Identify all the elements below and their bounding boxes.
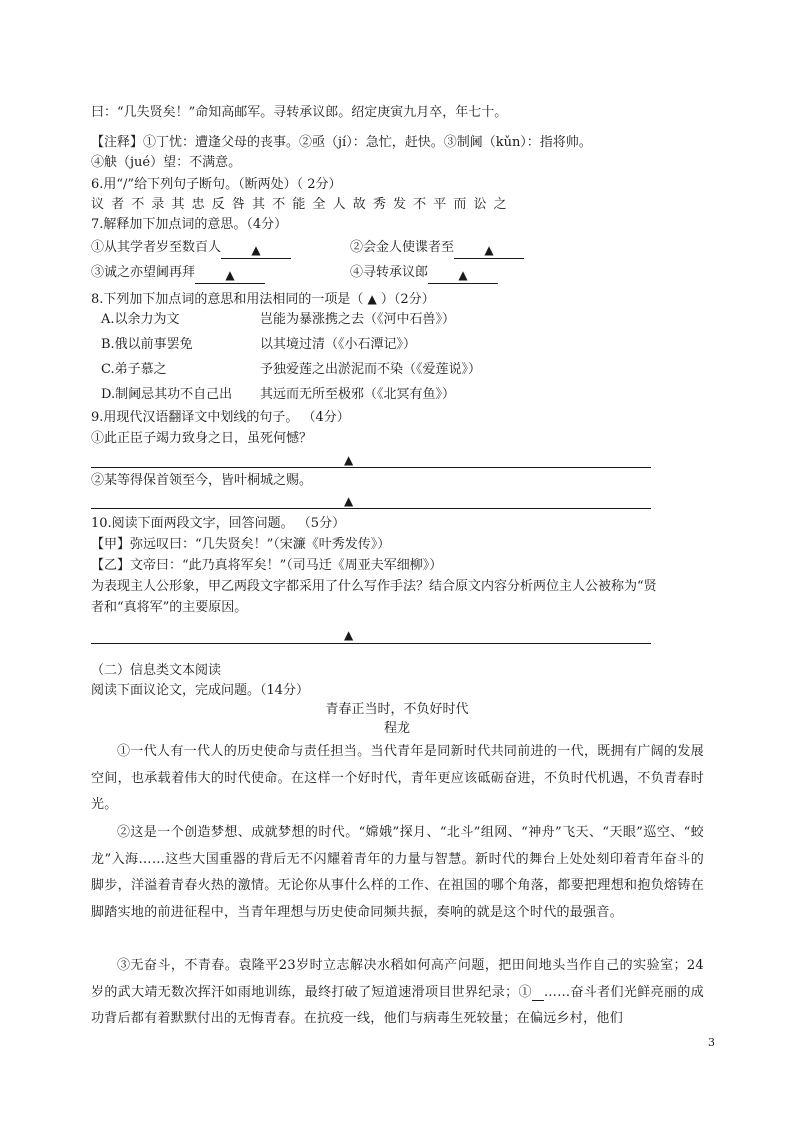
- question-6: 6.用“/”给下列句子断句。（断两处）（ 2分）: [91, 177, 342, 192]
- question-7-item-1: ①从其学者岁至数百人 ▲: [91, 239, 291, 259]
- answer-line[interactable]: [91, 508, 651, 509]
- option-c-left: C.弟子慕之: [101, 362, 167, 377]
- section-instructions: 阅读下面议论文，完成问题。（14分）: [91, 683, 310, 698]
- question-7: 7.解释加下加点词的意思。（4分）: [91, 217, 288, 232]
- essay-paragraph-1: ①一代人有一代人的历史使命与责任担当。当代青年是同新时代共同前进的一代，既拥有广阔的发展空间，也承载着伟大的时代使命。在这样一个好时代，青年更应该砥砺奋进，不负时代机遇，不负青春时光。: [91, 744, 704, 812]
- option-b-right: 以其境过清（《小石潭记》）: [260, 337, 417, 352]
- answer-blank[interactable]: ▲: [454, 243, 524, 259]
- essay-paragraph-3: ③无奋斗，不青春。袁隆平23岁时立志解决水稻如何高产问题，把田间地头当作自己的实验室；24岁的武大靖无数次挥汗如雨地训练，最终打破了短道速滑项目世界纪录；① ……奋斗者们光鲜亮丽的成功背后都有着默默付出的无悔青春。在抗疫一线，他们与病毒生死较量；在偏远乡村，他们: [91, 958, 704, 1026]
- notes-line-2: ④觖（jué）望：不满意。: [91, 155, 242, 170]
- question-10-text-yi: 【乙】文帝曰：“此乃真将军矣！”（司马迁《周亚夫军细柳》）: [91, 558, 443, 573]
- question-7-item-4: ④寻转承议郎 ▲: [350, 264, 498, 284]
- question-9: 9.用现代汉语翻译文中划线的句子。 （4分）: [91, 410, 350, 425]
- option-a-right: 岂能为暴涨携之去（《河中石兽》）: [260, 312, 456, 327]
- option-a-left: A.以余力为文: [101, 312, 180, 327]
- answer-line[interactable]: [91, 643, 651, 644]
- answer-blank[interactable]: ▲: [221, 243, 291, 259]
- question-9-sentence-2: ②某等得保首领至今，皆叶桐城之赐。: [91, 473, 313, 488]
- question-8: 8.下列加下加点词的意思和用法相同的一项是（ ▲ ）（2分）: [91, 292, 435, 307]
- answer-blank[interactable]: ▲: [428, 268, 498, 284]
- option-d-right: 其远而无所至极邪（《北冥有鱼》）: [260, 387, 456, 402]
- question-7-item-3: ③诚之亦望阃再拜 ▲: [91, 264, 265, 284]
- question-10: 10.阅读下面两段文字，回答问题。 （5分）: [91, 516, 346, 531]
- answer-marker[interactable]: ▲: [344, 628, 354, 642]
- passage-last-line: 曰：“几失贤矣！”命知高邮军。寻转承议郎。绍定庚寅九月卒，年七十。: [91, 105, 508, 120]
- question-10-prompt-2: 者和“真将军”的主要原因。: [91, 600, 248, 615]
- question-7-item-2: ②会金人使谍者至 ▲: [350, 239, 524, 259]
- page-number: 3: [708, 1036, 715, 1049]
- essay-title: 青春正当时，不负好时代: [325, 702, 469, 717]
- question-9-sentence-1: ①此正臣子竭力致身之日，虽死何憾？: [91, 431, 313, 446]
- question-6-sentence: 议 者 不 录 其 忠 反 咎 其 不 能 全 人 故 秀 发 不 平 而 讼 之: [91, 197, 509, 212]
- fill-blank[interactable]: [532, 985, 544, 1001]
- answer-marker[interactable]: ▲: [344, 453, 354, 467]
- option-c-right: 予独爱莲之出淤泥而不染（《爱莲说》）: [260, 362, 482, 377]
- question-10-text-jia: 【甲】弥远叹曰：“几失贤矣！”（宋濂《叶秀发传》）: [91, 537, 391, 552]
- answer-line[interactable]: [91, 467, 651, 468]
- answer-blank[interactable]: ▲: [195, 268, 265, 284]
- answer-marker[interactable]: ▲: [344, 494, 354, 508]
- option-d-left: D.制阃忌其功不自己出: [101, 387, 233, 402]
- essay-paragraph-2: ②这是一个创造梦想、成就梦想的时代。“嫦娥”探月、“北斗”组网、“神舟”飞天、“天眼”巡空、“蛟龙”入海……这些大国重器的背后无不闪耀着青年的力量与智慧。新时代的舞台上处处刻印着青年奋斗的脚步，洋溢着青春火热的激情。无论你从事什么样的工作、在祖国的哪个角落，都要把理想和抱负熔铸在脚踏实地的前进征程中，当青年理想与历史使命同频共振，奏响的就是这个时代的最强音。: [91, 825, 704, 920]
- answer-marker[interactable]: ▲: [367, 292, 377, 306]
- essay-author: 程龙: [383, 721, 410, 736]
- question-10-prompt-1: 为表现主人公形象，甲乙两段文字都采用了什么写作手法？结合原文内容分析两位主人公被称为“贤: [91, 579, 657, 594]
- section-heading: （二）信息类文本阅读: [91, 663, 222, 678]
- option-b-left: B.俄以前事罢免: [101, 337, 193, 352]
- notes-line-1: 【注释】①丁忧：遭逢父母的丧事。②亟（jí）：急忙，赶快。③制阃（kǔn）：指将帅。: [91, 135, 592, 150]
